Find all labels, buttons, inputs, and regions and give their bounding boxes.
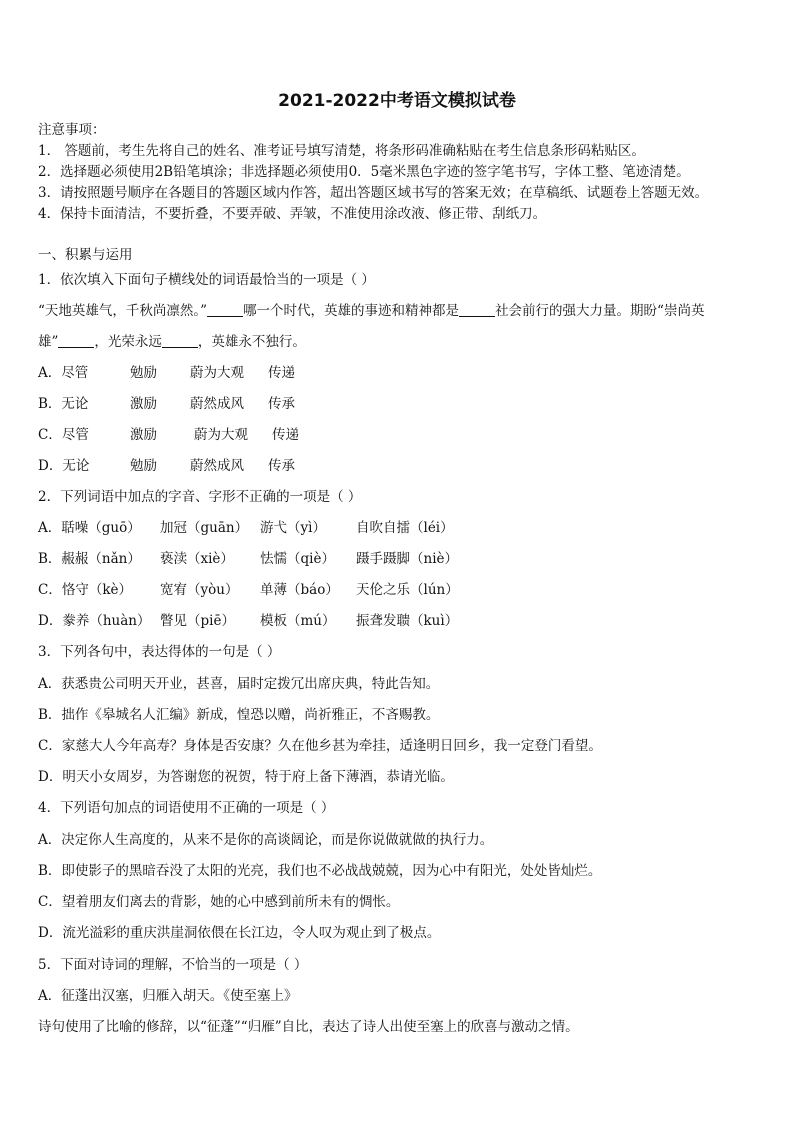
q1-passage-line-1 [38,301,704,321]
q3-option-c: C．家慈大人今年高寿？身体是否安康？久在他乡甚为牵挂，适逢明日回乡，我一定登门看望。 [38,738,602,754]
q4-option-c: C．望着朋友们离去的背影，她的心中感到前所未有的惆怅。 [38,894,400,910]
section-heading: 一、积累与运用 [38,247,133,263]
q1-text-d: 雄” [38,334,59,350]
q1-passage-line-2 [38,332,306,352]
exam-title: 2021-2022中考语文模拟试卷 [278,91,516,111]
q1-text-f: ，英雄永不独行。 [197,334,306,350]
q1-option-d: D．无论 勉励 蔚然成风 传承 [38,458,295,474]
q3-option-a: A．获悉贵公司明天开业，甚喜，届时定拨冗出席庆典，特此告知。 [38,676,440,692]
notice-heading: 注意事项： [38,122,106,138]
q1-option-a: A．尽管 勉励 蔚为大观 传递 [38,365,295,381]
q5-stem: 5．下面对诗词的理解，不恰当的一项是（ ） [38,957,308,973]
q1-text-e: ，光荣永远 [94,334,162,350]
blank-4 [162,333,198,348]
q1-text-a: “天地英雄气，千秋尚凛然。” [38,303,208,319]
notice-item-2: 2．选择题必须使用2B铅笔填涂；非选择题必须使用0．5毫米黑色字迹的签字笔书写，字体工整、笔迹清楚。 [38,164,690,180]
q4-option-b: B．即使影子的黑暗吞没了太阳的光亮，我们也不必战战兢兢，因为心中有阳光，处处皆灿烂。 [38,863,602,879]
q2-option-c: C．恪守（kè） 宽宥（yòu） 单薄（báo） 天伦之乐（lún） [38,582,459,598]
blank-3 [58,333,94,348]
blank-1 [207,302,243,317]
notice-item-1: 1． 答题前，考生先将自己的姓名、准考证号填写清楚，将条形码准确粘贴在考生信息条形码粘贴区。 [38,143,645,159]
blank-2 [459,302,495,317]
q4-stem: 4．下列语句加点的词语使用不正确的一项是（ ） [38,800,335,816]
q1-option-b: B．无论 激励 蔚然成风 传承 [38,396,295,412]
q5-option-a: A．征蓬出汉塞，归雁入胡天。《使至塞上》 [38,988,298,1004]
q2-option-a: A．聒噪（guō） 加冠（guān） 游弋（yì） 自吹自擂（léi） [38,520,454,536]
notice-item-4: 4．保持卡面清洁，不要折叠，不要弄破、弄皱，不准使用涂改液、修正带、刮纸刀。 [38,206,547,222]
q3-option-b: B．拙作《皋城名人汇编》新成，惶恐以赠，尚祈雅正，不吝赐教。 [38,707,440,723]
q2-option-b: B．赧赧（nǎn） 亵渎（xiè） 怯懦（qiè） 蹑手蹑脚（niè） [38,551,459,567]
q1-text-c: 社会前行的强大力量。期盼“崇尚英 [495,303,705,319]
q5-analysis: 诗句使用了比喻的修辞，以“征蓬”“归雁”自比，表达了诗人出使至塞上的欣喜与激动之情。 [38,1019,579,1035]
q3-stem: 3．下列各句中，表达得体的一句是（ ） [38,644,281,660]
q2-option-d: D．豢养（huàn） 瞥见（piē） 模板（mú） 振聋发聩（kuì） [38,613,459,629]
q4-option-a: A．决定你人生高度的，从来不是你的高谈阔论，而是你说做就做的执行力。 [38,832,494,848]
notice-item-3: 3．请按照题号顺序在各题目的答题区域内作答，超出答题区域书写的答案无效；在草稿纸、试题卷上答题无效。 [38,185,709,201]
q1-option-c: C．尽管 激励 蔚为大观 传递 [38,427,299,443]
q3-option-d: D．明天小女周岁，为答谢您的祝贺，特于府上备下薄酒，恭请光临。 [38,769,454,785]
q2-stem: 2．下列词语中加点的字音、字形不正确的一项是（ ） [38,489,362,505]
q4-option-d: D．流光溢彩的重庆洪崖洞依偎在长江边，令人叹为观止到了极点。 [38,925,441,941]
q1-stem: 1．依次填入下面句子横线处的词语最恰当的一项是（ ） [38,272,375,288]
q1-text-b: 哪一个时代，英雄的事迹和精神都是 [243,303,460,319]
